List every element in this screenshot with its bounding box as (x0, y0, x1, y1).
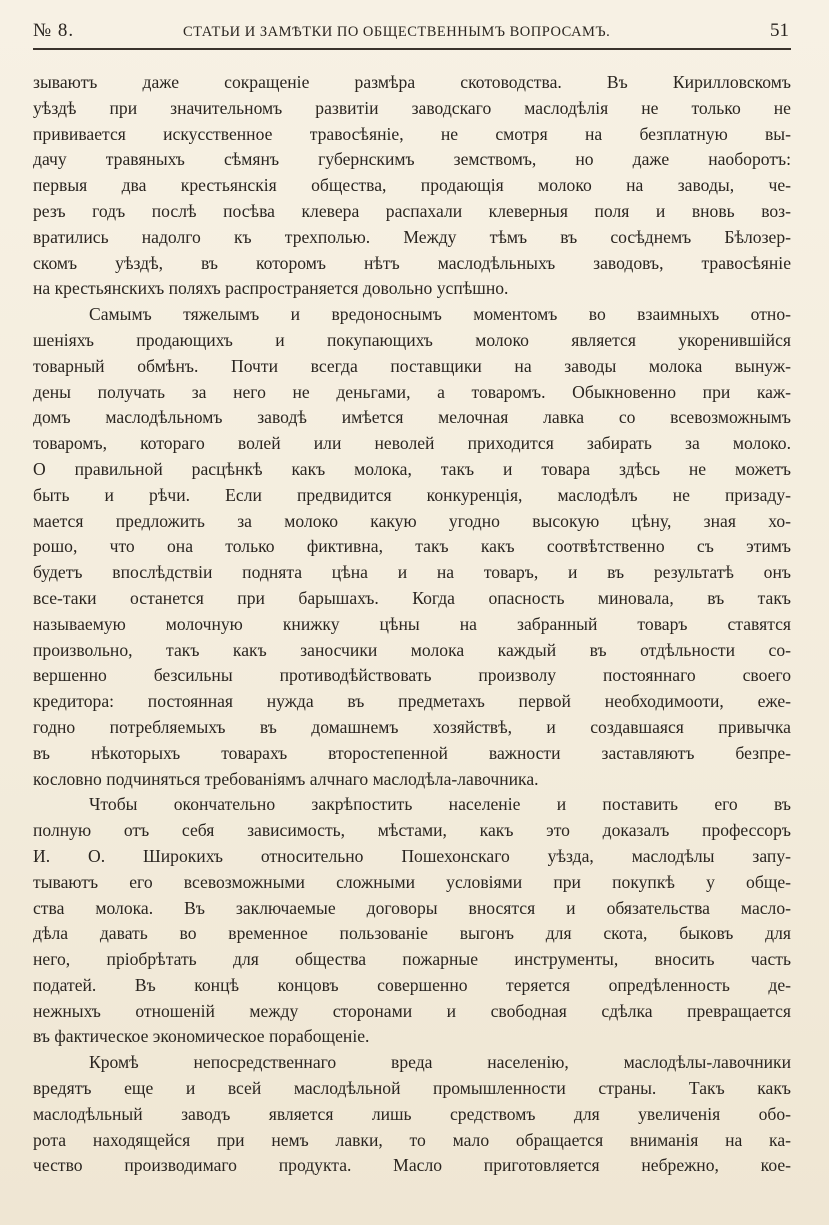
text-line: полную отъ себя зависимость, мѣстами, какъ это доказалъ профессоръ (33, 820, 791, 841)
text-line: первыя два крестьянскія общества, продающія молоко на заводы, че- (33, 175, 791, 196)
text-line: О правильной расцѣнкѣ какъ молока, такъ и товара здѣсь не можетъ (33, 458, 791, 479)
text-line: вершенно безсильны противодѣйствовать произволу постояннаго своего (33, 665, 791, 686)
text-line: скомъ уѣздѣ, въ которомъ нѣтъ маслодѣльныхъ заводовъ, травосѣяніе (33, 252, 791, 273)
page-number: 51 (770, 20, 789, 41)
text-line: вратились надолго къ трехполью. Между тѣмъ въ сосѣднемъ Бѣлозер- (33, 226, 791, 247)
text-line: годно потребляемыхъ въ домашнемъ хозяйствѣ, и создавшаяся привычка (33, 716, 791, 737)
text-line: И. О. Широкихъ относительно Пошехонскаго уѣзда, маслодѣлы запу- (33, 845, 791, 866)
text-line: все-таки останется при барышахъ. Когда опасность миновала, въ такъ (33, 587, 791, 608)
page-header (33, 18, 791, 50)
text-line: кредитора: постоянная нужда въ предметахъ первой необходимооти, еже- (33, 691, 791, 712)
text-line: въ фактическое экономическое порабощеніе. (33, 1026, 370, 1047)
text-line: вредятъ еще и всей маслодѣльной промышленности страны. Такъ какъ (33, 1078, 791, 1099)
text-line: прививается искусственное травосѣяніе, не смотря на безплатную вы- (33, 123, 791, 144)
issue-number: № 8. (33, 20, 75, 41)
body-text (33, 70, 791, 1179)
text-line: на крестьянскихъ поляхъ распространяется довольно успѣшно. (33, 278, 509, 299)
text-line: него, пріобрѣтать для общества пожарные инструменты, вносить часть (33, 949, 791, 970)
text-line: дѣла давать во временное пользованіе выгонъ для скота, быковъ для (33, 923, 791, 944)
text-line: товарный обмѣнъ. Почти всегда поставщики на заводы молока вынуж- (33, 355, 791, 376)
text-line: въ нѣкоторыхъ товарахъ второстепенной важности заставляютъ безпре- (33, 742, 791, 763)
text-line: произвольно, такъ какъ заносчики молока каждый въ отдѣльности со- (33, 639, 791, 660)
text-line: нежныхъ отношеній между сторонами и свободная сдѣлка превращается (33, 1000, 791, 1021)
text-line: будетъ впослѣдствіи поднята цѣна и на товаръ, и въ результатѣ онъ (33, 562, 791, 583)
text-line: резъ годъ послѣ посѣва клевера распахали клеверныя поля и вновь воз- (33, 200, 791, 221)
running-title: СТАТЬИ И ЗАМѢТКИ ПО ОБЩЕСТВЕННЫМЪ ВОПРОСАМЪ. (183, 24, 611, 40)
text-line: Кромѣ непосредственнаго вреда населенію, маслодѣлы-лавочники (89, 1052, 791, 1073)
text-line: ства молока. Въ заключаемые договоры вносятся и обязательства масло- (33, 897, 791, 918)
text-line: товаромъ, котораго волей или неволей приходится забирать за молоко. (33, 433, 791, 454)
text-line: тываютъ его всевозможными сложными условіями при покупкѣ у обще- (33, 871, 791, 892)
text-line: рота находящейся при немъ лавки, то мало обращается вниманія на ка- (33, 1129, 791, 1150)
text-line: кословно подчиняться требованіямъ алчнаго маслодѣла-лавочника. (33, 768, 539, 789)
text-line: рошо, что она только фиктивна, такъ какъ соотвѣтственно съ этимъ (33, 536, 791, 557)
text-line: податей. Въ концѣ концовъ совершенно теряется опредѣленность де- (33, 974, 791, 995)
text-line: называемую молочную книжку цѣны на забранный товаръ ставятся (33, 613, 791, 634)
text-line: шеніяхъ продающихъ и покупающихъ молоко является укоренившійся (33, 329, 791, 350)
text-line: маслодѣльный заводъ является лишь средствомъ для увеличенія обо- (33, 1103, 791, 1124)
text-line: Чтобы окончательно закрѣпостить населеніе и поставить его въ (89, 794, 791, 815)
text-line: зываютъ даже сокращеніе размѣра скотоводства. Въ Кирилловскомъ (33, 72, 791, 92)
text-line: чество производимаго продукта. Масло приготовляется небрежно, кое- (33, 1155, 791, 1176)
text-line: быть и рѣчи. Если предвидится конкуренція, маслодѣлъ не призаду- (33, 484, 791, 505)
text-line: дачу травяныхъ сѣмянъ губернскимъ земствомъ, но даже наоборотъ: (33, 149, 791, 170)
text-line: уѣздѣ при значительномъ развитіи заводскаго маслодѣлія не только не (33, 97, 791, 118)
text-line: Самымъ тяжелымъ и вредоноснымъ моментомъ во взаимныхъ отно- (89, 304, 791, 325)
text-line: дены получать за него не деньгами, а товаромъ. Обыкновенно при каж- (33, 381, 791, 402)
text-line: домъ маслодѣльномъ заводѣ имѣется мелочная лавка со всевозможнымъ (33, 407, 791, 428)
text-line: мается предложить за молоко какую угодно высокую цѣну, зная хо- (33, 510, 791, 531)
